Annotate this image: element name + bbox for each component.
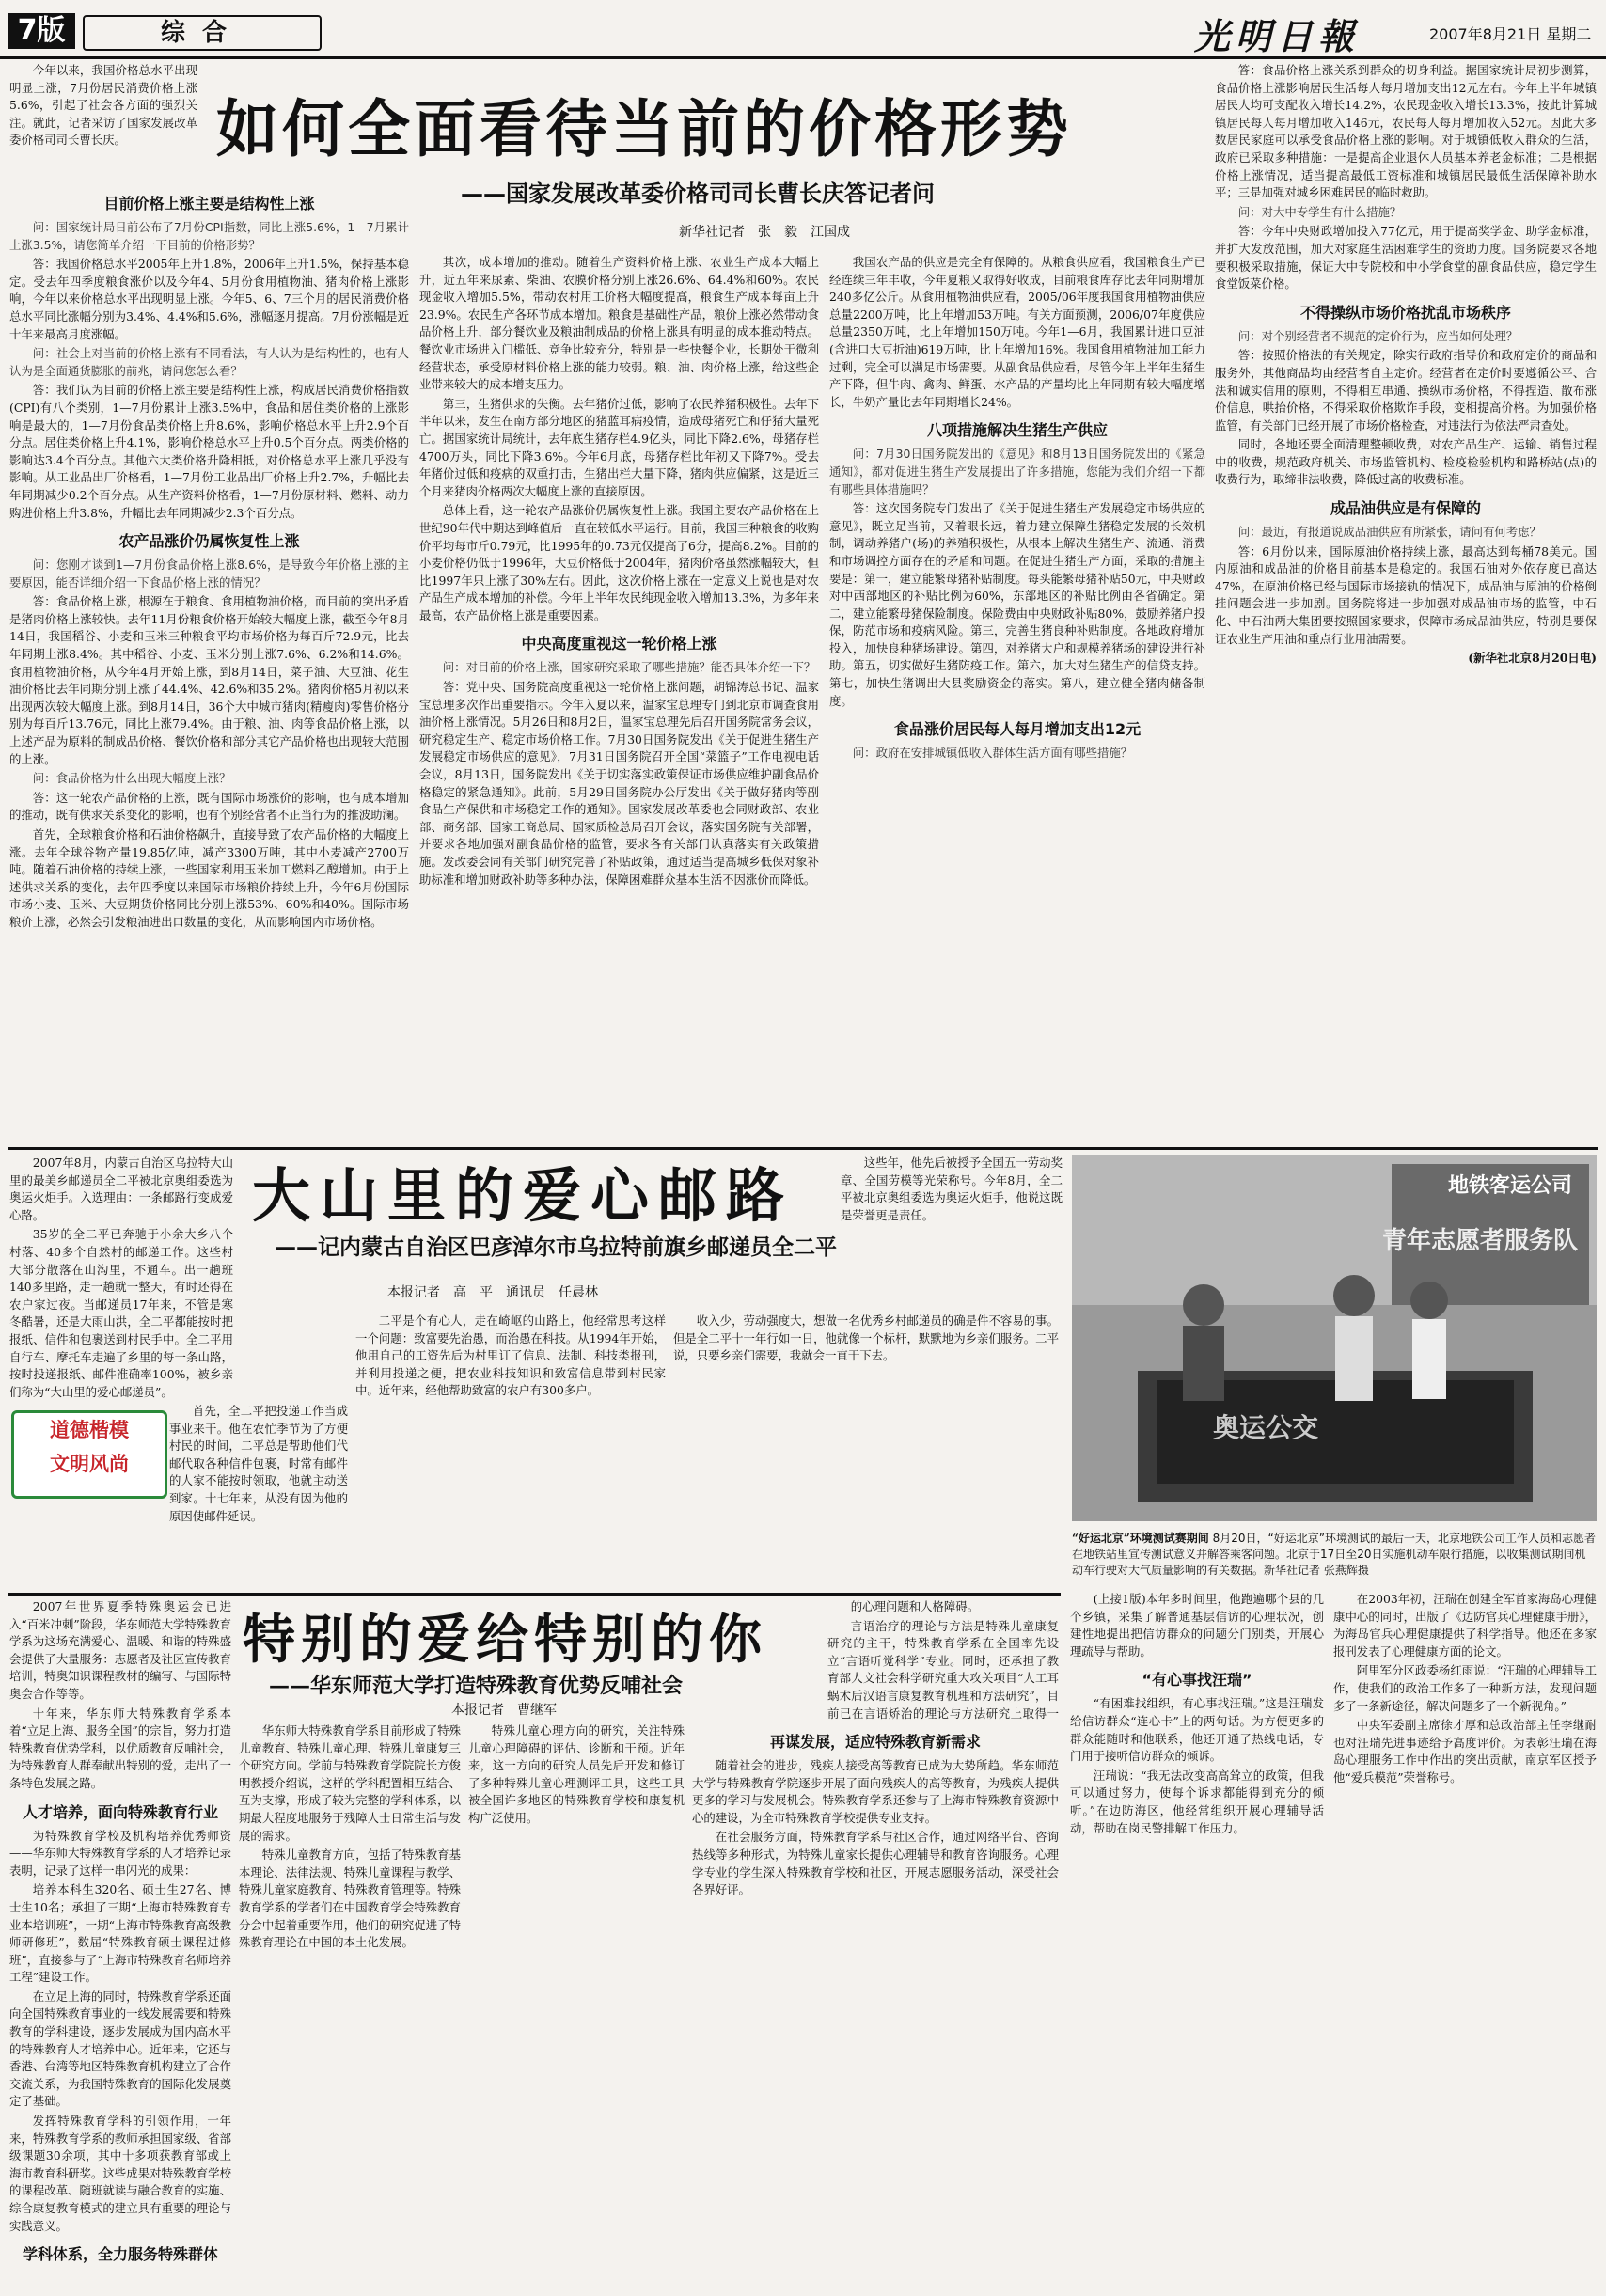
question: 问：食品价格为什么出现大幅度上涨？ xyxy=(32,771,231,786)
answer: 答：我们认为目前的价格上涨主要是结构性上涨，构成居民消费价格指数(CPI)有八个类别，1—7月份累计上涨3.5%中，食品和居住类价格的上涨影响是最大的，1—7月份食品类价格上升8.6%，影响价格总水平上升2.9个百分点。居住类价格上升4.1%，影响价格总水平上升0.5个百分点。两类价格的影响达3.4个百分点。其他六大类价格升降相抵，对价格总水平上涨几乎没有影响。从工业品出厂价格看，1—7月份工业品出厂价格上升2.7%，升幅比去年同期减少0.2个百分点。从生产资料价格看，1—7月份原材料、燃料、动力购进价格上升3.8%，升幅比去年同期减少2.3个百分点。 xyxy=(9,383,409,520)
answer: 同时，各地还要全面清理整顿收费，对农产品生产、运输、销售过程中的收费，规范政府机关、市场监管机构、检疫检验机构和路桥站(点)的收费行为，取缔非法收费，降低过高的收费标准。 xyxy=(1215,437,1597,487)
article3-column-4 xyxy=(692,1722,1059,2285)
subhead: 学科体系，全力服务特殊群体 xyxy=(22,2245,218,2264)
paragraph: 的心理问题和人格障碍。 xyxy=(850,1599,980,1613)
paragraph: 华东师大特殊教育学系目前形成了特殊儿童教育、特殊儿童心理、特殊儿童康复三个研究方向。学前与特殊教育学院院长方俊明教授介绍说，这样的学科配置相互结合、互为支撑，形成了较为完整的学科体系，以期最大程度地服务于残障人士日常生活与发展的需求。 xyxy=(239,1723,461,1843)
article1-lede xyxy=(9,62,197,203)
paragraph: “有困难找组织，有心事找汪瑞。”这是汪瑞发给信访群众“连心卡”上的两句话。为方便更多的群众能随时和他联系，他还开通了热线电话，专门用于接听信访群众的倾诉。 xyxy=(1070,1696,1324,1764)
article3-column-3 xyxy=(468,1722,685,2285)
article2-column-1a xyxy=(9,1155,233,1401)
page-number: 7版 xyxy=(8,13,75,49)
masthead xyxy=(0,0,1606,59)
lede-paragraph: 今年以来，我国价格总水平出现明显上涨，7月份居民消费价格上涨5.6%，引起了社会各方面的强烈关注。就此，记者采访了国家发展改革委价格司司长曹长庆。 xyxy=(9,63,197,148)
paragraph: 特殊儿童教育方向，包括了特殊教育基本理论、法律法规、特殊儿童课程与教学、特殊儿童家庭教育、特殊教育管理等。特殊教育学系的学者们在中国教育学会特殊教育分会中起着重要作用，他们的研究促进了特殊教育理论在中国的本土化发展。 xyxy=(239,1848,461,1950)
article2-deck: ——记内蒙古自治区巴彦淖尔市乌拉特前旗乡邮递员全二平 xyxy=(275,1234,837,1260)
answer: 答：食品价格上涨关系到群众的切身利益。据国家统计局初步测算，食品价格上涨影响居民生活每人每月增加支出12元左右。今年上半年城镇居民人均可支配收入增长14.2%，农民现金收入增长13.3%，按此计算城镇居民每人每月增加收入146元，农民每人每月增加收入52元。因此大多数居民家庭可以承受食品价格上涨的影响。对于城镇低收入群众的生活，政府已采取多种措施：一是提高企业退休人员基本养老金标准；二是根据价格上涨情况，适当提高最低工资标准和城镇居民最低生活保障补助水平；三是加强对城乡困难居民的临时救助。 xyxy=(1215,63,1597,200)
paragraph: 35岁的全二平已奔驰于小余大乡八个村落、40多个自然村的邮递工作。这些村大部分散落在山沟里，不通车。出一趟班140多里路，走一趟就一整天，有时还得在农户家过夜。当邮递员17年来，不管是寒冬酷暑，还是大雨山洪，全二平都能按时把报纸、信件和包裹送到村民手中。全二平用自行车、摩托车走遍了乡里的每一条山路，按时投递报纸、邮件准确率100%，被乡亲们称为“大山里的爱心邮递员”。 xyxy=(9,1227,233,1399)
article3-deck: ——华东师范大学打造特殊教育优势反哺社会 xyxy=(269,1674,684,1698)
badge-line-1: 道德楷模 xyxy=(50,1419,129,1441)
article3-headline: 特别的爱给特别的你 xyxy=(243,1610,767,1671)
article2-byline: 本报记者 高 平 通讯员 任晨林 xyxy=(387,1285,598,1300)
photo-banner-text: 地铁客运公司 xyxy=(1448,1174,1573,1198)
paragraph: 阿里军分区政委杨红雨说：“汪瑞的心理辅导工作，使我们的政治工作多了一种新方法，发现问题多了一条新途径，解决问题多了一个新视角。” xyxy=(1333,1663,1597,1713)
article1-column-4 xyxy=(1215,62,1597,1143)
newspaper-logo: 光明日報 xyxy=(1194,15,1361,57)
question: 问：最近，有报道说成品油供应有所紧张，请问有何考虑？ xyxy=(1237,525,1541,540)
paragraph: 在社会服务方面，特殊教育学系与社区合作，通过网络平台、咨询热线等多种形式，为特殊儿童家长提供心理辅导和教育咨询服务。心理学专业的学生深入特殊教育学校和社区，开展志愿服务活动，深受社会各界好评。 xyxy=(692,1830,1059,1897)
question: 问：您刚才谈到1—7月份食品价格上涨8.6%，是导致今年价格上涨的主要原因，能否详细介绍一下食品价格上涨的情况？ xyxy=(9,558,409,590)
paragraph: 培养本科生320名、硕士生27名、博士生10名；承担了三期“上海市特殊教育专业本培训班”，一期“上海市特殊教育高级教师研修班”，数届“特殊教育硕士课程进修班”，直接参与了“上海市特殊教育名师培养工程”建设工作。 xyxy=(9,1882,231,1985)
photo-banner-text-2: 青年志愿者服务队 xyxy=(1382,1227,1579,1255)
article2-column-3-top xyxy=(841,1155,1063,1311)
section-divider xyxy=(8,1593,1061,1596)
paragraph: 这些年，他先后被授予全国五一劳动奖章、全国劳模等光荣称号。今年8月，全二平被北京奥组委选为奥运火炬手，他说这既是荣誉更是责任。 xyxy=(841,1156,1063,1222)
article3-byline: 本报记者 曹继军 xyxy=(451,1703,557,1718)
article3-column-1 xyxy=(9,1598,231,2285)
subhead: 目前价格上涨主要是结构性上涨 xyxy=(103,195,315,212)
question: 问：7月30日国务院发出的《意见》和8月13日国务院发出的《紧急通知》，都对促进生猪生产发展提出了许多措施，您能为我们介绍一下都有哪些具体措施吗？ xyxy=(829,447,1205,496)
issue-date: 2007年8月21日 星期二 xyxy=(1429,25,1592,43)
paragraph: 2007年世界夏季特殊奥运会已进入“百米冲刺”阶段，华东师范大学特殊教育学系为这场充满爱心、温暖、和谐的特殊盛会提供了大量服务：志愿者及社区宣传教育培训，特奥知识课程教材的编写、与国际特奥会合作等等。 xyxy=(9,1599,231,1701)
article-credit: (新华社北京8月20日电) xyxy=(1468,651,1597,666)
subhead: 不得操纵市场价格扰乱市场秩序 xyxy=(1299,303,1511,322)
paragraph: 为特殊教育学校及机构培养优秀师资——华东师大特殊教育学系的人才培养记录表明，记录了这样一串闪光的成果： xyxy=(9,1828,231,1878)
question: 问：国家统计局日前公布了7月份CPI指数，同比上涨5.6%，1—7月累计上涨3.5%，请您简单介绍一下目前的价格形势？ xyxy=(9,220,409,252)
subhead: 再谋发展，适应特殊教育新需求 xyxy=(769,1733,981,1751)
subhead: 成品油供应是有保障的 xyxy=(1330,499,1481,518)
subhead: 八项措施解决生猪生产供应 xyxy=(926,421,1108,440)
article4-top xyxy=(827,1598,1059,1721)
article4-column-1 xyxy=(1070,1591,1324,2287)
subhead: 人才培养，面向特殊教育行业 xyxy=(22,1802,218,1821)
subhead: “有心事找汪瑞” xyxy=(1142,1671,1252,1690)
subhead: 农产品涨价仍属恢复性上涨 xyxy=(118,532,300,551)
answer: 其次，成本增加的推动。随着生产资料价格上涨、农业生产成本大幅上升，近五年来尿素、柴油、农膜价格分别上涨26.6%、64.4%和60%。农民现金收入增加5.5%，带动农村用工价格大幅度提高，粮食生产成本每亩上升23.9%。农民生产各环节成本增加。粮食是基础性产品，粮价上涨必然带动食品价格上升，部分餐饮业及粮油制成品的价格上涨具有明显的成本推动特点。餐饮业市场进入门槛低、竞争比较充分，特别是一些快餐企业，长期处于微利经营状态，承受原材料价格上涨的能力较弱。粮、油、肉价格上涨，给这些企业带来较大的成本增支压力。 xyxy=(419,255,819,392)
article2-column-3 xyxy=(673,1313,1059,1591)
answer: 答：按照价格法的有关规定，除实行政府指导价和政府定价的商品和服务外，其他商品均由经营者自主定价。经营者在定价时要遵循公平、合法和诚实信用的原则，不得相互串通、操纵市场价格，不得捏造、散布涨价信息，哄抬价格，不得采取价格欺诈手段，变相提高价格。为加强价格监管，有关部门已经开展了市场价格检查，对违法行为依法严肃查处。 xyxy=(1215,348,1597,432)
article1-byline: 新华社记者 张 毅 江国成 xyxy=(679,225,850,240)
paragraph: 特殊儿童心理方向的研究，关注特殊儿童心理障碍的评估、诊断和干预。近年来，这一方向的研究人员先后开发和修订了多种特殊儿童心理测评工具，这些工具被全国许多地区的特殊教育学校和康复机构广泛使用。 xyxy=(468,1723,685,1825)
answer: 答：食品价格上涨，根源在于粮食、食用植物油价格，而目前的突出矛盾是猪肉价格上涨较快。去年11月份粮食价格开始较大幅度上涨，截至今年8月14日，我国稻谷、小麦和玉米三种粮食平均市场价格为每百斤72.9元，比去年同期上涨8.4%。其中稻谷、小麦、玉米分别上涨7.6%、6.2%和14.6%。食用植物油价格，从今年4月开始上涨，到8月14日，菜子油、大豆油、花生油价格比去年同期分别上涨了44.4%、42.6%和35.2%。猪肉价格5月初以来出现两次较大幅度上涨。到8月14日，36个大中城市猪肉(精瘦肉)零售价格分别为每百斤13.76元，同比上涨79.4%。由于粮、油、肉等食品价格上涨，以上述产品为原料的制成品价格、餐饮价格和部分其它产品价格也出现较大范围的上涨。 xyxy=(9,594,409,766)
article1-column-2 xyxy=(419,254,819,1143)
paragraph: (上接1版)本年多时间里，他跑遍哪个县的几个乡镇，采集了解普通基层信访的心理状况，创建性地提出把信访群众的问题分门别类，开展心理疏导与帮助。 xyxy=(1070,1592,1324,1659)
paragraph: 2007年8月，内蒙古自治区乌拉特大山里的最美乡邮递员全二平被北京奥组委选为奥运火炬手。入选理由：一条邮路行变成爱心路。 xyxy=(9,1156,233,1222)
article2-column-1b xyxy=(169,1403,348,1591)
subhead: 中央高度重视这一轮价格上涨 xyxy=(521,635,717,653)
answer: 第三，生猪供求的失衡。去年猪价过低，影响了农民养猪积极性。去年下半年以来，发生在南方部分地区的猪蓝耳病疫情，造成母猪死亡和仔猪大量死亡。据国家统计局统计，去年底生猪存栏4.9亿头，同比下降2.6%，母猪存栏4700万头，同比下降3.6%。今年6月底，母猪存栏比年初又下降7%。受去年猪价过低和疫病的双重打击，生猪出栏大量下降，猪肉供应偏紧，这是近三个月来猪肉价格两次大幅度上涨的直接原因。 xyxy=(419,396,819,498)
paragraph: 汪瑞说：“我无法改变高高耸立的政策，但我可以通过努力，使每个诉求都能得到充分的倾听。”在边防海区，他经常组织开展心理辅导活动，帮助在岗民警排解工作压力。 xyxy=(1070,1768,1324,1835)
answer: 答：我国价格总水平2005年上升1.8%，2006年上升1.5%，保持基本稳定。受去年四季度粮食涨价以及今年4、5月份食用植物油、猪肉价格上涨影响，今年以来价格总水平出现明显上涨。今年5、6、7三个月的居民消费价格总水平同比涨幅分别为3.4%、4.4%和5.6%，涨幅逐月提高。7月份涨幅是近十年来最高月度涨幅。 xyxy=(9,257,409,341)
photo-caption xyxy=(1072,1531,1597,1579)
question: 问：社会上对当前的价格上涨有不同看法，有人认为是结构性的，也有人认为是全面通货膨胀的前兆，请问您怎么看？ xyxy=(9,346,409,378)
paragraph: 首先，全二平把投递工作当成事业来干。他在农忙季节为了方便村民的时间，二平总是帮助他们代邮代取各种信件包裹，时常有邮件的人家不能按时领取，他就主动送到家。十七年来，从没有因为他的原因使邮件延误。 xyxy=(169,1404,348,1523)
badge-line-2: 文明风尚 xyxy=(50,1453,129,1475)
answer: 答：这一轮农产品价格的上涨，既有国际市场涨价的影响，也有成本增加的推动，既有供求关系变化的影响，也有个别经营者不正当行为的推波助澜。 xyxy=(9,790,409,823)
paragraph: 十年来，华东师大特殊教育学系本着“立足上海、服务全国”的宗旨，努力打造特殊教育优势学科，以优质教育反哺社会，为特殊教育人群奉献出特别的爱，走出了一条特色发展之路。 xyxy=(9,1706,231,1790)
answer: 答：党中央、国务院高度重视这一轮价格上涨问题，胡锦涛总书记、温家宝总理多次作出重要指示。今年入夏以来，温家宝总理专门到北京市调查食用油价格上涨情况。5月26日和8月2日，温家宝总理先后召开国务院常务会议，研究稳定生产、稳定市场价格工作。7月30日国务院发出《关于促进生猪生产发展稳定市场供应的意见》，7月31日国务院召开全国“菜篮子”工作电视电话会议，8月13日，国务院发出《关于切实落实政策保证市场供应维护副食品价格稳定的紧急通知》。此前，5月29日国务院办公厅发出《关于做好猪肉等副食品生产保供和市场稳定工作的通知》。国家发展改革委也会同财政部、农业部、商务部、国家工商总局、国家质检总局召开会议，落实国务院有关部署，并要求各地加强对副食品价格的监管，要求各有关部门认真落实有关政策措施。发改委会同有关部门研究完善了补贴政策，通过适当提高城乡低保对象补助标准和增加财政补助等多种办法，保障困难群众基本生活不因涨价而降低。 xyxy=(419,680,819,887)
article4-column-2 xyxy=(1333,1591,1597,2287)
answer: 首先，全球粮食价格和石油价格飙升，直接导致了农产品价格的大幅度上涨。去年全球谷物产量19.85亿吨，减产3300万吨，其中小麦减产2700万吨。随着石油价格的持续上涨，一些国家利用玉米加工燃料乙醇增加。由于上述供求关系的变化，去年四季度以来国际市场粮价持续上升，今年6月份国际市场小麦、玉米、大豆期货价格同比分别上涨53%、60%和40%。国际市场粮价上涨，必然会引发粮油进出口数量的变化，从而影响国内市场价格。 xyxy=(9,827,409,929)
answer: 答：这次国务院专门发出了《关于促进生猪生产发展稳定市场供应的意见》，既立足当前，又着眼长远，着力建立保障生猪稳定发展的长效机制，调动养猪户(场)的养殖积极性，从根本上解决生猪生产、流通、消费和市场调控方面存在的矛盾和问题。在促进生猪生产方面，采取的措施主要是：第一，建立能繁母猪补贴制度。每头能繁母猪补贴50元，中央财政对中西部地区的补贴比例为60%，东部地区的补贴比例由各省确定。第二，建立能繁母猪保险制度。保险费由中央财政补贴80%，鼓励养猪户投保，防范市场和疫病风险。第三，完善生猪良种补贴制度。各地政府增加投入，加快良种猪场建设。第四，对养猪大户和规模养猪场的建设进行补助。第五，切实做好生猪防疫工作。第六，加大对生猪生产的信贷支持。第七，加快生猪调出大县奖励资金的落实。第八，建立健全猪肉储备制度。 xyxy=(829,501,1205,708)
photo-illustration xyxy=(1072,1155,1597,1521)
answer: 答：今年中央财政增加投入77亿元，用于提高奖学金、助学金标准，并扩大发放范围，加大对家庭生活困难学生的资助力度。国务院要求各地要积极采取措施，保证大中专院校和中小学食堂的副食品供应，稳定学生食堂饭菜价格。 xyxy=(1215,224,1597,291)
paragraph: 随着社会的进步，残疾人接受高等教育已成为大势所趋。华东师范大学与特殊教育学院逐步开展了面向残疾人的高等教育，为残疾人提供更多的学习与发展机会。特殊教育学系还参与了上海市特殊教育资源中心的建设，为全市特殊教育学校提供专业支持。 xyxy=(692,1758,1059,1825)
section-label: 综合 xyxy=(83,15,322,51)
answer: 我国农产品的供应是完全有保障的。从粮食供应看，我国粮食生产已经连续三年丰收，今年夏粮又取得好收成，目前粮食库存比去年同期增加240多亿公斤。从食用植物油供应看，2005/06年度我国食用植物油供应总量2200万吨，比上年增加53万吨。有关方面预测，2006/07年度供应总量2350万吨，比上年增加150万吨。今年1—6月，我国累计进口豆油(含进口大豆折油)619万吨，比上年增加16%。我国食用植物油加工能力过剩，完全可以满足市场需要。从副食品供应看，尽管今年上半年生猪生产下降，但牛肉、禽肉、鲜蛋、水产品的产量均比上年同期有较大幅度增长，牛奶产量比去年同期增长24%。 xyxy=(829,255,1205,409)
article1-deck: ——国家发展改革委价格司司长曹长庆答记者问 xyxy=(461,180,935,207)
article2-column-2 xyxy=(355,1313,666,1591)
news-photo xyxy=(1072,1155,1597,1521)
moral-model-badge xyxy=(11,1410,167,1499)
question: 问：对大中专学生有什么措施？ xyxy=(1237,204,1402,219)
paragraph: 中央军委副主席徐才厚和总政治部主任李继耐也对汪瑞先进事迹给予高度评价。为表彰汪瑞在海岛心理服务工作中作出的突出贡献，南京军区授予他“爱兵模范”荣誉称号。 xyxy=(1333,1718,1597,1785)
photo-board-text: 奥运公交 xyxy=(1213,1412,1319,1443)
section-divider xyxy=(8,1147,1598,1150)
caption-text: 8月20日，“好运北京”环境测试的最后一天，北京地铁公司工作人员和志愿者在地铁站里宣传测试意义并解答乘客问题。北京于17日至20日实施机动车限行措施，以收集测试期间机动车行驶对大气质量影响的有关数据。新华社记者 张燕辉摄 xyxy=(1072,1532,1596,1577)
article1-column-1 xyxy=(9,184,409,1143)
paragraph: 收入少，劳动强度大，想做一名优秀乡村邮递员的确是件不容易的事。但是全二平十一年行如一日，他就像一个标杆，默默地为乡亲们服务。二平说，只要乡亲们需要，我就会一直干下去。 xyxy=(673,1313,1059,1363)
paragraph: 二平是个有心人，走在崎岖的山路上，他经常思考这样一个问题：致富要先治愚，而治愚在科技。从1994年开始，他用自己的工资先后为村里订了信息、法制、科技类报刊，并利用投递之便，把农业科技知识和致富信息带到村民家中。近年来，经他帮助致富的农户有300多户。 xyxy=(355,1313,666,1398)
answer: 答：6月份以来，国际原油价格持续上涨，最高达到每桶78美元。国内原油和成品油的价格目前基本是稳定的。我国石油对外依存度已高达47%，在原油价格已经与国际市场接轨的情况下，成品油与原油的价格倒挂问题会进一步加剧。国务院将进一步加强对成品油市场的监管，中石化、中石油两大集团要按照国家要求，保障市场成品油供应，特别是要保证农业生产用油和重点行业用油需要。 xyxy=(1215,543,1597,646)
paragraph: 在2003年初，汪瑞在创建全军首家海岛心理健康中心的同时，出版了《边防官兵心理健康手册》，为海岛官兵心理健康提供了科学指导。他还在多家报刊发表了心理健康方面的论文。 xyxy=(1333,1592,1597,1659)
question: 问：对目前的价格上涨，国家研究采取了哪些措施？能否具体介绍一下？ xyxy=(442,660,816,675)
paragraph: 言语治疗的理论与方法是特殊儿童康复研究的主干，特殊教育学系在全国率先设立“言语听觉科学”专业。同时，还承担了教育部人文社会科学研究重大攻关项目“人工耳蜗术后汉语言康复教育机理和方法研究”，目前已在言语矫治的理论与方法研究上取得一 xyxy=(827,1618,1059,1721)
article1-headline: 如何全面看待当前的价格形势 xyxy=(216,93,1072,165)
subhead: 食品涨价居民每人每月增加支出12元 xyxy=(893,720,1142,739)
answer: 总体上看，这一轮农产品涨价仍属恢复性上涨。我国主要农产品价格在上世纪90年代中期达到峰值后一直在较低水平运行。目前，我国三种粮食的收购价平均每市斤0.79元，比1995年的0.73元仅提高了6分，提高8.2%。目前的小麦价格仍低于1996年，大豆价格低于2004年，猪肉价格虽然涨幅较大，但比1997年只上涨了30%左右。因此，这次价格上涨在一定意义上说也是对农产品生产成本增加的补偿。今年上半年农民纯现金收入增加13.3%，为多年来最高，农产品价格上涨是重要因素。 xyxy=(419,503,819,622)
paragraph: 在立足上海的同时，特殊教育学系还面向全国特殊教育事业的一线发展需要和特殊教育的学科建设，逐步发展成为国内高水平的特殊教育人才培养中心。近年来，它还与香港、台湾等地区特殊教育机构建立了合作交流关系，为我国特殊教育的国际化发展奠定了基础。 xyxy=(9,1989,231,2109)
article1-column-3 xyxy=(829,254,1205,1143)
paragraph: 发挥特殊教育学科的引领作用，十年来，特殊教育学系的教师承担国家级、省部级课题30余项，其中十多项获教育部或上海市教育科研奖。这些成果对特殊教育学校的课程改革、随班就读与融合教育的实施、综合康复教育模式的建立具有重要的理论与实践意义。 xyxy=(9,2114,231,2233)
caption-title: “好运北京”环境测试赛期间 xyxy=(1072,1532,1209,1545)
article2-headline: 大山里的爱心邮路 xyxy=(252,1161,795,1230)
question: 问：对个别经营者不规范的定价行为，应当如何处理？ xyxy=(1237,328,1519,343)
article3-column-2 xyxy=(239,1722,461,2285)
question: 问：政府在安排城镇低收入群体生活方面有哪些措施？ xyxy=(852,746,1133,761)
